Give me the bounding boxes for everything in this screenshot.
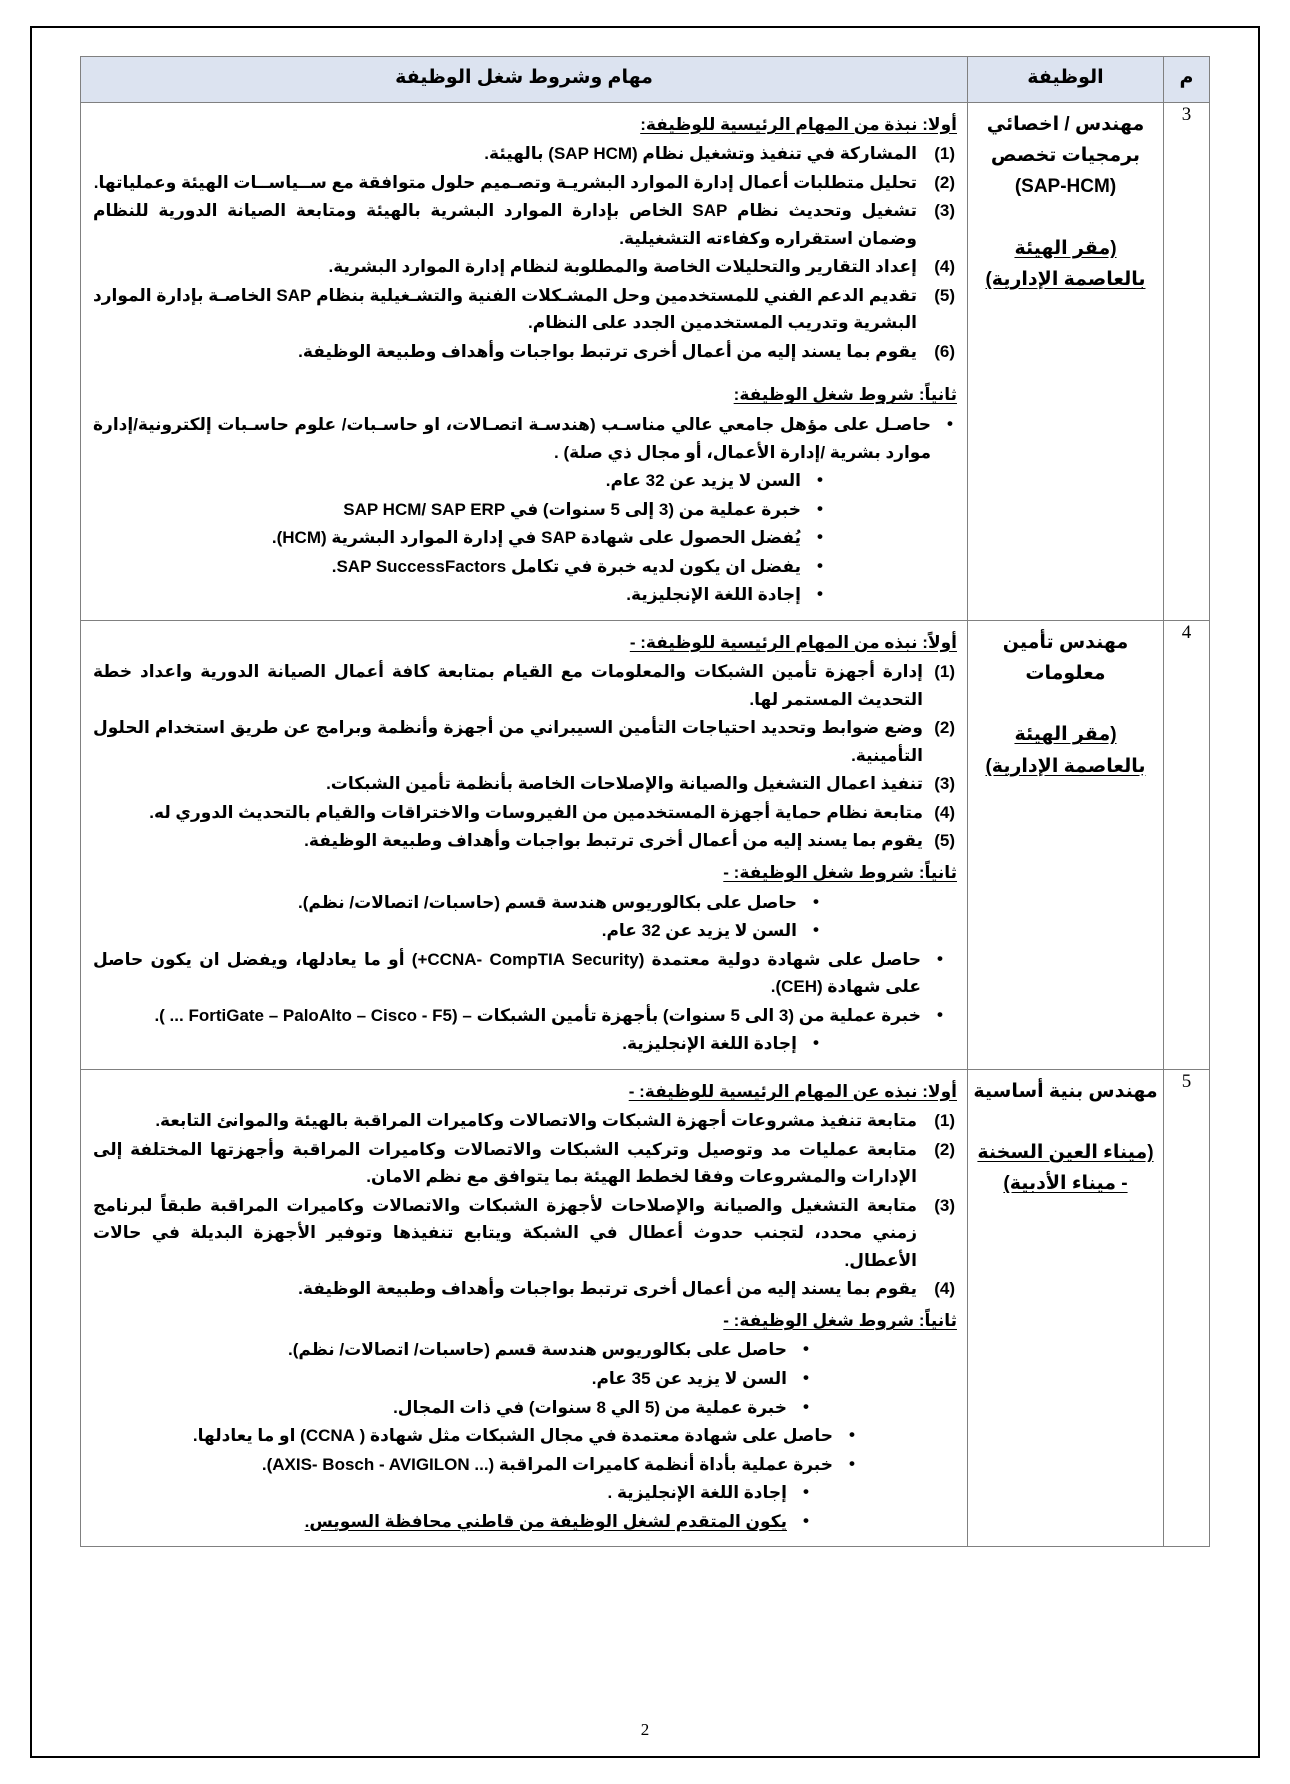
table-row (81, 102, 1210, 620)
list-item (93, 1136, 957, 1191)
list-marker: (4) (934, 1279, 955, 1299)
conditions-heading: ثانياً: شروط شغل الوظيفة: - (723, 1310, 957, 1330)
list-item: • إجادة اللغة الإنجليزية . (93, 1479, 787, 1507)
list-marker: (3) (934, 201, 955, 221)
list-item: • يُفضل الحصول على شهادة SAP في إدارة الموارد البشرية (HCM). (93, 524, 827, 552)
list-marker: (1) (934, 144, 955, 164)
conditions-list (93, 889, 957, 1058)
list-item: • السن لا يزيد عن 32 عام. (93, 917, 797, 945)
list-item (93, 827, 957, 855)
header-row (81, 57, 1210, 103)
list-item (93, 770, 957, 798)
list-marker: (5) (934, 285, 955, 305)
list-text: يقوم بما يسند إليه من أعمال أخرى ترتبط بواجبات وأهداف وطبيعة الوظيفة. (298, 341, 917, 361)
table-header (81, 57, 1210, 103)
list-item (93, 169, 957, 197)
job-title: مهندس بنية أساسية (973, 1080, 1158, 1102)
job-location: (مقر الهيئة بالعاصمة الإدارية) (985, 724, 1146, 777)
list-text: إعداد التقارير والتحليلات الخاصة والمطلوبة لنظام إدارة الموارد البشرية. (328, 257, 917, 277)
conditions-list (93, 1336, 957, 1535)
list-text: تشغيل وتحديث نظام SAP الخاص بإدارة الموارد البشرية بالهيئة ومتابعة الصيانة الدورية للنظام وضمان استقراره وكفاءته التشغيلية. (93, 201, 917, 248)
list-item: • حاصـل على مؤهل جامعي عالي مناسـب (هندسـة اتصـالات، او حاسـبات/ علوم حاسـبات إلكترونية/إدارة موارد بشرية /إدارة الأعمال، أو مجال ذي صلة) . (93, 411, 957, 466)
list-item: • خبرة عملية من (5 الي 8 سنوات) في ذات المجال. (93, 1394, 787, 1422)
tasks-list (93, 1107, 957, 1303)
list-text: يقوم بما يسند إليه من أعمال أخرى ترتبط بواجبات وأهداف وطبيعة الوظيفة. (304, 831, 923, 851)
list-text: يقوم بما يسند إليه من أعمال أخرى ترتبط بواجبات وأهداف وطبيعة الوظيفة. (298, 1279, 917, 1299)
list-item (93, 282, 957, 337)
list-marker: (4) (934, 802, 955, 822)
list-item (93, 140, 957, 168)
list-text: متابعة التشغيل والصيانة والإصلاحات لأجهزة الشبكات والاتصالات وكاميرات المراقبة طبقاً لبرنامج زمني محدد، لتجنب حدوث أعطال في الشبكة ويتابع تنفيذها وتوفير الأجهزة البديلة في حالات الأعطال. (93, 1195, 917, 1270)
list-text: متابعة عمليات مد وتوصيل وتركيب الشبكات والاتصالات وكاميرات المراقبة وأجهزتها المختلفة إلى الإدارات والمشروعات وفقا لخطط الهيئة بما يتوافق مع نظم الامان. (93, 1139, 917, 1187)
list-item: • إجادة اللغة الإنجليزية. (93, 581, 827, 609)
list-item: • حاصل على شهادة دولية معتمدة (CCNA- CompTIA Security+) أو ما يعادلها، ويفضل ان يكون حاصل على شهادة (CEH). (93, 946, 921, 1001)
job-location: (ميناء العين السخنة - ميناء الأدبية) (977, 1142, 1154, 1195)
list-text: تقديم الدعم الفني للمستخدمين وحل المشـكلات الفنية والتشـغيلية بنظام SAP الخاصـة بإدارة الموارد البشرية وتدريب المستخدمين الجدد على النظام. (93, 285, 917, 333)
list-text: إدارة أجهزة تأمين الشبكات والمعلومات مع القيام بمتابعة كافة أعمال الصيانة الدورية واعداد خطة التحديث المستمر لها. (93, 662, 923, 709)
page-number: 2 (640, 1720, 650, 1739)
tasks-list (93, 658, 957, 855)
tasks-heading: أولا: نبذه عن المهام الرئيسية للوظيفة: - (628, 1081, 957, 1101)
list-item (93, 197, 957, 252)
list-item (93, 253, 957, 281)
tasks-cell (81, 620, 968, 1069)
jobs-table (80, 56, 1210, 1547)
header-tasks: مهام وشروط شغل الوظيفة (81, 57, 968, 103)
list-item: • يفضل ان يكون لديه خبرة في تكامل SAP SuccessFactors. (93, 553, 827, 581)
table-row (81, 1069, 1210, 1547)
list-marker: (5) (934, 831, 955, 851)
list-item: • خبرة عملية من (3 الى 5 سنوات) بأجهزة تأمين الشبكات – (FortiGate – PaloAlto – Cisco - F5 ... ). (93, 1002, 921, 1030)
list-marker: (2) (934, 172, 955, 192)
list-item (93, 1192, 957, 1275)
list-marker: (1) (934, 662, 955, 682)
conditions-heading: ثانياً: شروط شغل الوظيفة: (733, 385, 957, 405)
job-cell (968, 102, 1164, 620)
list-marker: (2) (934, 718, 955, 738)
list-marker: (1) (934, 1111, 955, 1131)
list-text: متابعة نظام حماية أجهزة المستخدمين من الفيروسات والاختراقات والقيام بالتحديث الدوري له. (149, 802, 923, 822)
list-marker: (4) (934, 257, 955, 277)
list-marker: (6) (934, 341, 955, 361)
tasks-list (93, 140, 957, 365)
row-number: 5 (1164, 1069, 1210, 1547)
list-text: وضع ضوابط وتحديد احتياجات التأمين السيبراني من أجهزة وأنظمة وبرامج عن طريق استخدام الحلول التأمينية. (93, 718, 923, 765)
page-border (30, 26, 1260, 1758)
list-item: • السن لا يزيد عن 32 عام. (93, 467, 827, 495)
list-item: • حاصل على شهادة معتمدة في مجال الشبكات مثل شهادة ( CCNA) او ما يعادلها. (93, 1422, 833, 1450)
list-item (93, 658, 957, 713)
header-job: الوظيفة (968, 57, 1164, 103)
table-row (81, 620, 1210, 1069)
list-item (93, 338, 957, 366)
table-body (81, 102, 1210, 1547)
job-cell (968, 620, 1164, 1069)
list-text: تحليل متطلبات أعمال إدارة الموارد البشريـة وتصـميم حلول متوافقة مع ســياســات الهيئة وعملياتها. (93, 172, 917, 192)
row-number: 4 (1164, 620, 1210, 1069)
list-item (93, 714, 957, 769)
tasks-heading: أولاً: نبذه من المهام الرئيسية للوظيفة: - (629, 632, 957, 652)
conditions-list (93, 411, 957, 609)
job-cell (968, 1069, 1164, 1547)
tasks-cell (81, 1069, 968, 1547)
job-title: مهندس / اخصائي برمجيات تخصص (SAP-HCM) (986, 113, 1145, 198)
conditions-heading: ثانياً: شروط شغل الوظيفة: - (723, 862, 957, 882)
list-marker: (3) (934, 1195, 955, 1215)
job-location: (مقر الهيئة بالعاصمة الإدارية) (985, 237, 1146, 291)
list-item (93, 799, 957, 827)
tasks-cell (81, 102, 968, 620)
list-item: • حاصل على بكالوريوس هندسة قسم (حاسبات/ اتصالات/ نظم). (93, 889, 797, 917)
list-item: • السن لا يزيد عن 35 عام. (93, 1365, 787, 1393)
job-title: مهندس تأمين معلومات (1002, 631, 1129, 685)
list-item: • يكون المتقدم لشغل الوظيفة من قاطني محافظة السويس. (93, 1508, 787, 1536)
list-item: • حاصل على بكالوريوس هندسة قسم (حاسبات/ اتصالات/ نظم). (93, 1336, 787, 1364)
row-number: 3 (1164, 102, 1210, 620)
list-text: المشاركة في تنفيذ وتشغيل نظام (SAP HCM) بالهيئة. (484, 144, 917, 164)
tasks-heading: أولا: نبذة من المهام الرئيسية للوظيفة: (640, 114, 957, 134)
list-item (93, 1275, 957, 1303)
header-num: م (1164, 57, 1210, 103)
list-item: • خبرة عملية بأداة أنظمة كاميرات المراقبة (... AXIS- Bosch - AVIGILON). (93, 1451, 833, 1479)
list-text: تنفيذ اعمال التشغيل والصيانة والإصلاحات الخاصة بأنظمة تأمين الشبكات. (326, 774, 923, 794)
list-text: متابعة تنفيذ مشروعات أجهزة الشبكات والاتصالات وكاميرات المراقبة بالهيئة والموانئ التابعة. (155, 1111, 917, 1131)
list-item: • إجادة اللغة الإنجليزية. (93, 1030, 797, 1058)
list-marker: (3) (934, 774, 955, 794)
page-content (32, 28, 1258, 1756)
list-item (93, 1107, 957, 1135)
list-item: • خبرة عملية من (3 إلى 5 سنوات) في SAP HCM/ SAP ERP (93, 496, 827, 524)
list-marker: (2) (934, 1139, 955, 1159)
